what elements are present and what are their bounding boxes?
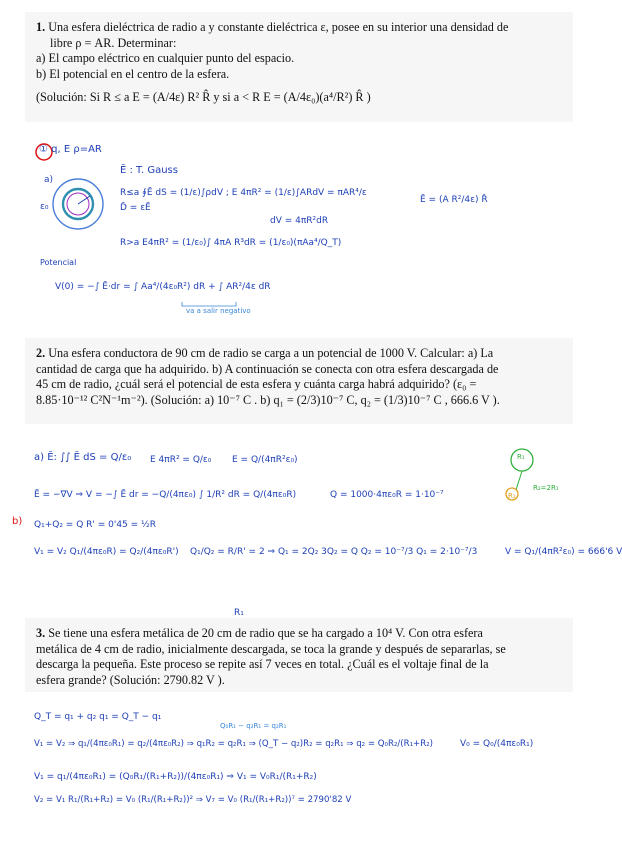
sphere-sketch [48, 176, 108, 232]
problem-2-solution: 8.85·10⁻¹² C²N⁻¹m⁻²). (Solución: a) 10⁻⁷ C . b) q₁ = (2/3)10⁻⁷ C, q₂ = (1/3)10⁻⁷ C , 666.6 V ). [36, 392, 500, 407]
problem-3-solution: esfera grande? (Solución: 2790.82 V ). [36, 672, 225, 687]
problem-1-note-10: V(0) = −∫ Ē·dr = ∫ Aa⁴/(4ε₀R²) dR + ∫ AR²/4ε dR [55, 282, 271, 292]
problem-3-note-3: V₁ = V₂ ⇒ q₁/(4πε₀R₁) = q₂/(4πε₀R₂) ⇒ q₁R₂ = q₂R₁ ⇒ (Q_T − q₂)R₂ = q₂R₁ ⇒ q₂ = Q₀R₂/(R₁+R₂) [34, 739, 434, 749]
problem-1-note-2: R≤a ∮Ē dS = (1/ε)∫ρdV ; E 4πR² = (1/ε)∫ARdV = πAR⁴/ε [120, 188, 367, 198]
problem-3-note-1: Q_T = q₁ + q₂ q₁ = Q_T − q₁ [34, 712, 162, 722]
problem-2-note-4: Q = 1000·4πε₀R = 1·10⁻⁷ [330, 490, 444, 500]
problem-1-note-4: dV = 4πR²dR [270, 216, 329, 226]
problem-1-solution: (Solución: Si R ≤ a E = (A/4ε) R² R̂ y si a < R E = (A/4ε₀)(a⁴/R²) R̂ ) [36, 90, 371, 105]
problem-2-note-3: Ē = −∇V ⇒ V = −∫ Ē dr = −Q/(4πε₀) ∫ 1/R² dR = Q/(4πε₀R) [34, 490, 297, 500]
problem-2-note-9: V = Q₁/(4πR²ε₀) = 666'6 V [505, 547, 622, 557]
problem-2-note-5: b) [12, 516, 23, 527]
problem-1-note-11: va a salir negativo [186, 307, 251, 315]
problem-2-note-8: Q₁/Q₂ = R/R' = 2 ⇒ Q₁ = 2Q₂ 3Q₂ = Q Q₂ = 10⁻⁷/3 Q₁ = 2·10⁻⁷/3 [190, 547, 478, 557]
problem-1-note-0: ① q, E ρ=AR [39, 144, 102, 155]
problem-1-note-8: R>a E4πR² = (1/ε₀)∫ 4πA R³dR = (1/ε₀)(πAa⁴/Q_T) [120, 238, 342, 248]
problem-2-note-6: Q₁+Q₂ = Q R' = 0'45 = ½R [34, 520, 157, 530]
problem-3-note-6: V₂ = V₁ R₁/(R₁+R₂) = V₀ (R₁/(R₁+R₂))² ⇒ V₇ = V₀ (R₁/(R₁+R₂))⁷ = 2790'82 V [34, 795, 352, 805]
problem-2-note-1: E 4πR² = Q/ε₀ [150, 455, 212, 465]
problem-3-note-5: V₁ = q₁/(4πε₀R₁) = (Q₀R₁/(R₁+R₂))/(4πε₀R₁) ⇒ V₁ = V₀R₁/(R₁+R₂) [34, 772, 317, 782]
problem-2-number: 2. [36, 346, 46, 360]
two-spheres-sketch [498, 444, 558, 504]
problem-2-note-12: R₂ [508, 492, 516, 500]
problem-1-number: 1. [36, 20, 46, 34]
problem-3-text: 3. Se tiene una esfera metálica de 20 cm de radio que se ha cargado a 10⁴ V. Con otra esfera metálica de 4 cm de radio, inicialmente descargada, se toca la grande y después de separarlas, se descarga la pequeña. Este proceso se repite así 7 veces en total. ¿Cuál es el voltaje final de la esfera grande? (Solución: 2790.82 V ). [36, 626, 561, 688]
problem-1-note-7: ε₀ [40, 202, 49, 212]
problem-2-note-2: E = Q/(4πR²ε₀) [232, 455, 298, 465]
problem-2-note-10: R₁ [517, 453, 525, 461]
problem-2-note-11: R₂=2R₁ [533, 484, 559, 492]
problem-1-note-9: Potencial [40, 258, 77, 267]
problem-3-note-2: Q₀R₁ − q₂R₁ = q₂R₁ [220, 722, 287, 730]
problem-2-note-0: a) Ē: ∫∫ Ē dS = Q/ε₀ [34, 452, 132, 463]
problem-1-note-1: Ē : T. Gauss [120, 165, 178, 176]
problem-3-note-4: V₀ = Q₀/(4πε₀R₁) [460, 739, 534, 749]
problem-3-number: 3. [36, 626, 46, 640]
problem-2-text: 2. Una esfera conductora de 90 cm de radio se carga a un potencial de 1000 V. Calcular: a) La cantidad de carga que ha adquirido. b) A continuación se conecta con otra esfera descargada de 45 cm de radio, ¿cuál será el potencial de esta esfera y cuánta carga habrá adquirido? (ε₀ = 8.85·10⁻¹² C²N⁻¹m⁻²). (Solución: a) 10⁻⁷ C . b) q₁ = (2/3)10⁻⁷ C, q₂ = (1/3)10⁻⁷ C , 666.6 V ). [36, 346, 561, 408]
problem-1-note-5: Ē = (A R²/4ε) R̂ [420, 195, 488, 205]
problem-3-note-0: R₁ [234, 608, 244, 618]
problem-1-note-6: a) [44, 175, 54, 185]
problem-1-text: 1. Una esfera dieléctrica de radio a y constante dieléctrica ε, posee en su interior una densidad de libre ρ = AR. Determinar: a) El campo eléctrico en cualquier punto del espacio. b) El potencial en el centro de la esfera. (Solución: Si R ≤ a E = (A/4ε) R² R̂ y si a < R E = (A/4ε₀)(a⁴/R²) R̂ ) [36, 20, 561, 106]
problem-2-note-7: V₁ = V₂ Q₁/(4πε₀R) = Q₂/(4πε₀R') [34, 547, 179, 557]
problem-1-note-3: D̄ = εĒ [120, 203, 151, 213]
